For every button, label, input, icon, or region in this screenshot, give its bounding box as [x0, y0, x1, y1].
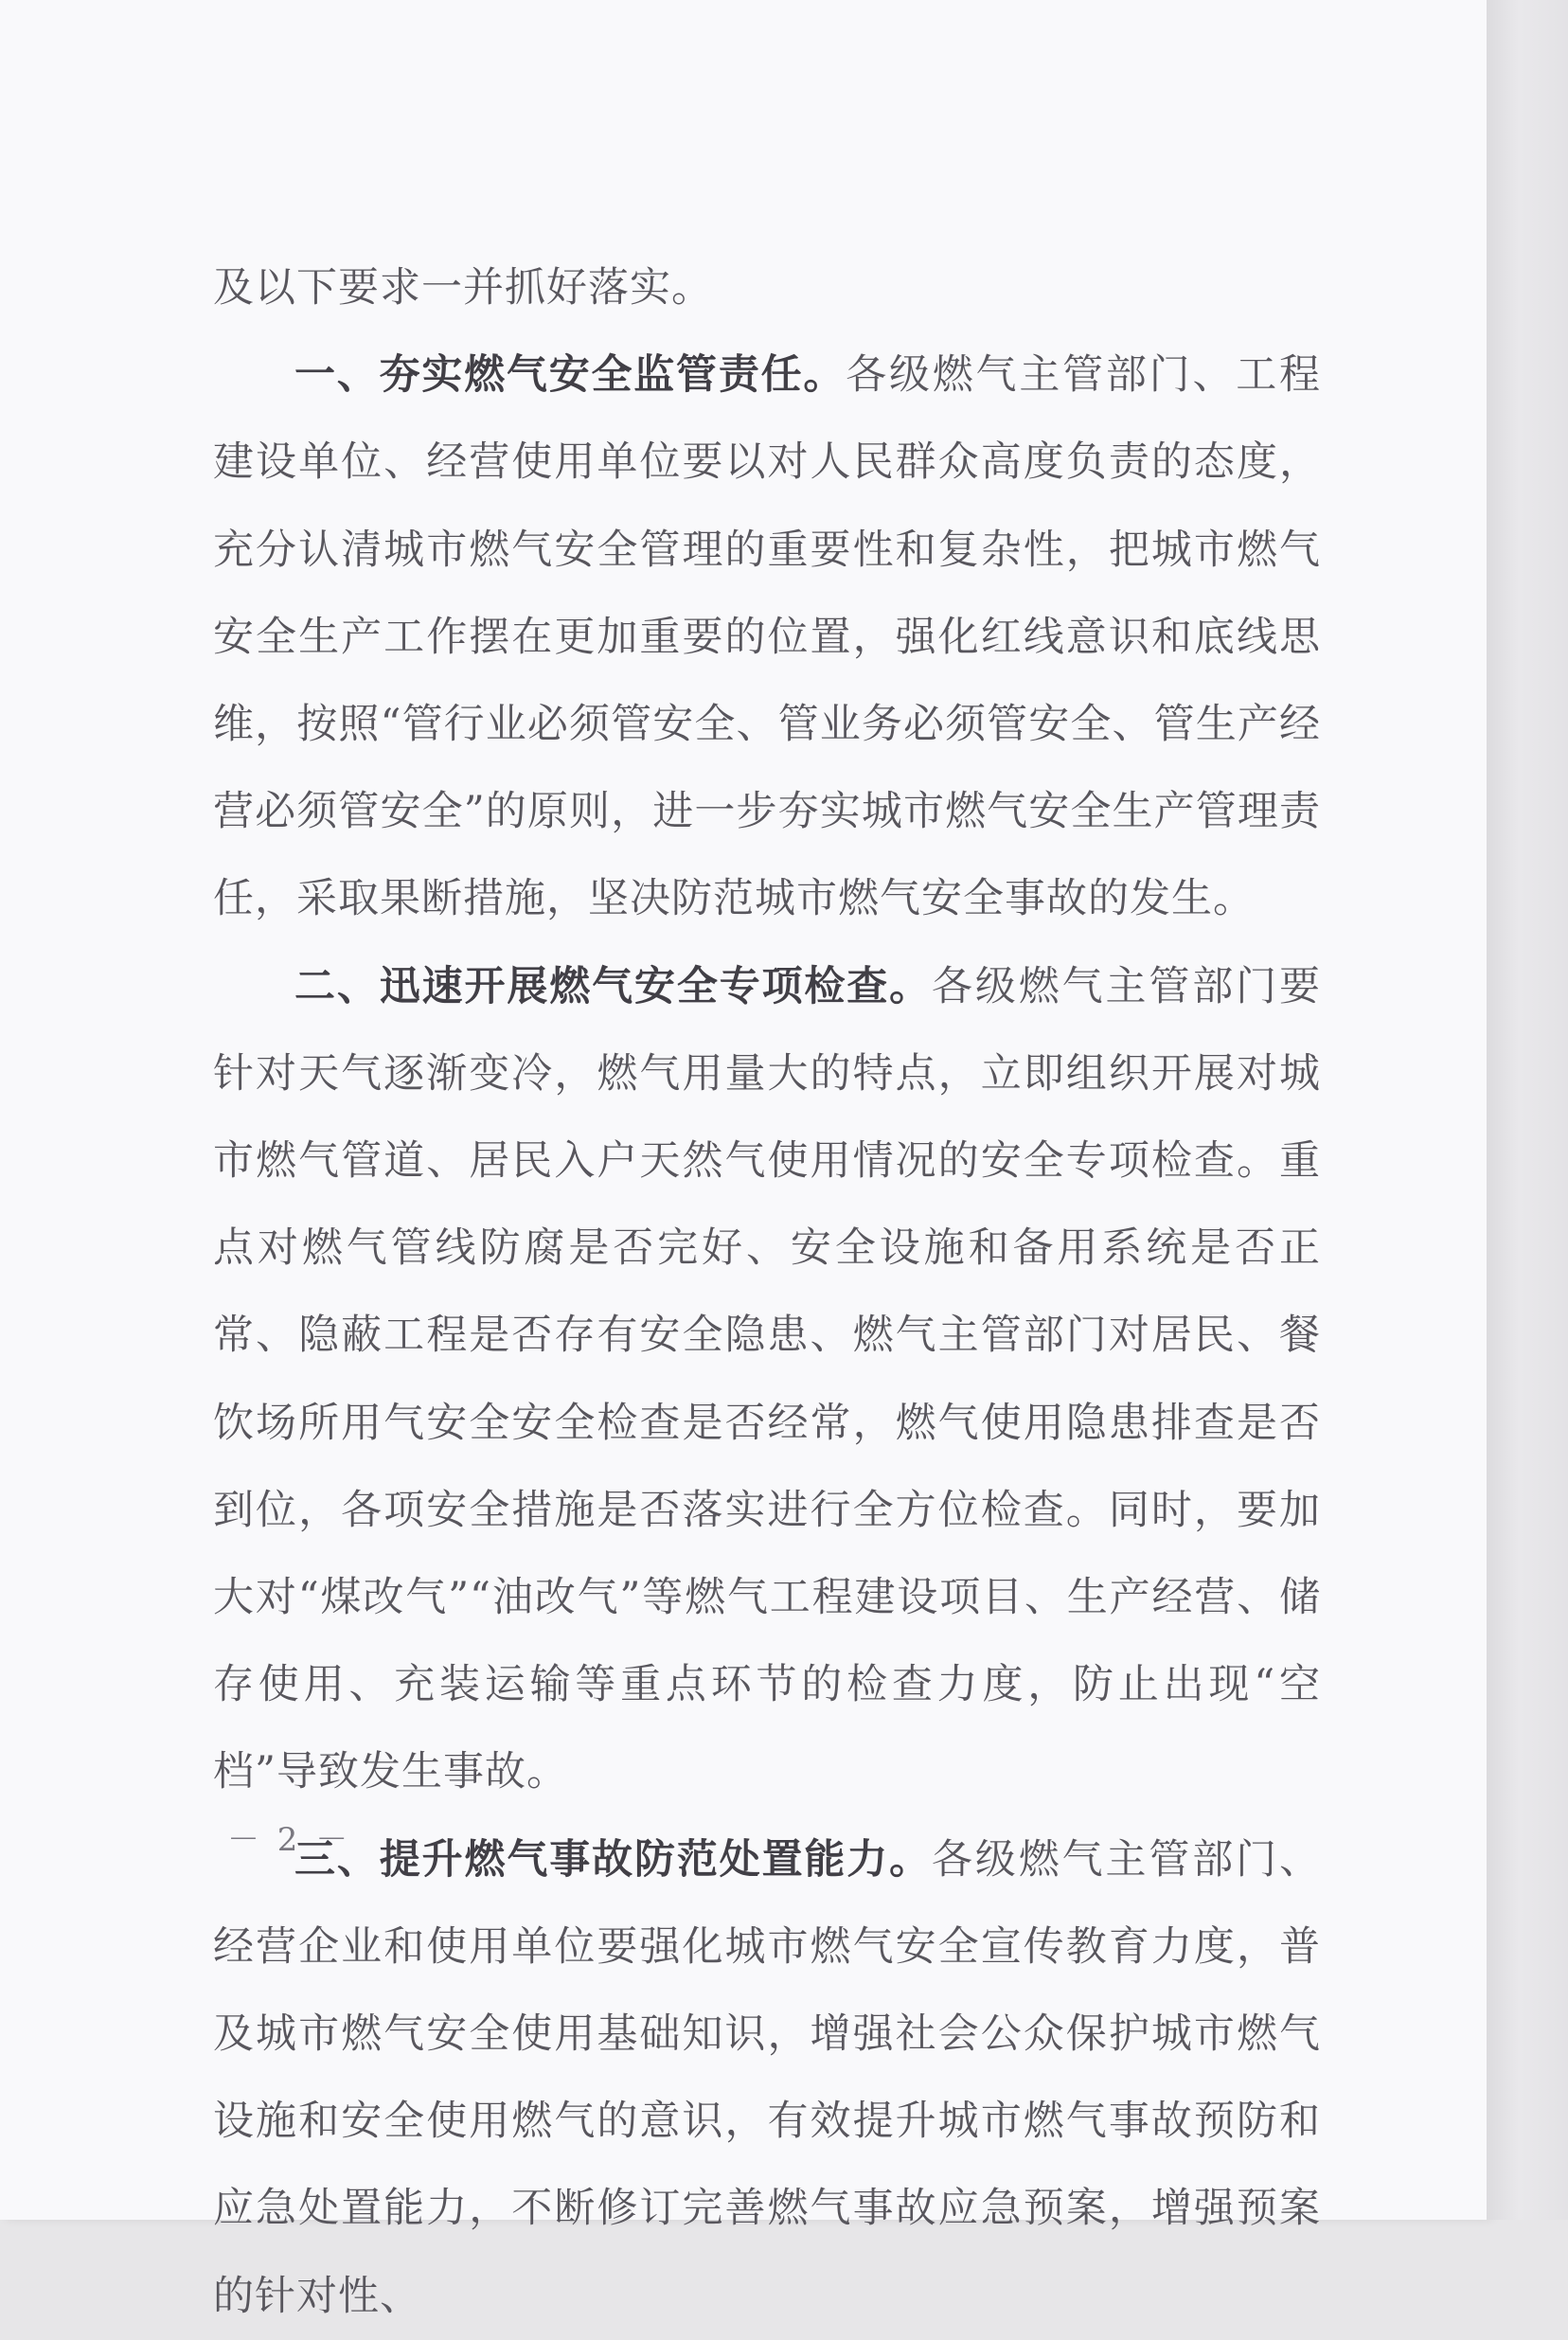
section-1-body: 各级燃气主管部门、工程建设单位、经营使用单位要以对人民群众高度负责的态度，充分认清城市燃气安全管理的重要性和复杂性，把城市燃气安全生产工作摆在更加重要的位置，强化红线意识和底线思维，按照“管行业必须管安全、管业务必须管安全、管生产经营必须管安全”的原则，进一步夯实城市燃气安全生产管理责任，采取果断措施，坚决防范城市燃气安全事故的发生。 [213, 351, 1322, 923]
page-number: － 2 － [227, 1821, 352, 1859]
section-3-body: 各级燃气主管部门、经营企业和使用单位要强化城市燃气安全宣传教育力度，普及城市燃气安全使用基础知识，增强社会公众保护城市燃气设施和安全使用燃气的意识，有效提升城市燃气事故预防和应急处置能力，不断修订完善燃气事故应急预案，增强预案的针对性、 [213, 1835, 1322, 2320]
document-body [213, 244, 1321, 2340]
section-3-paragraph [213, 1816, 1321, 2340]
continuation-text: 及以下要求一并抓好落实。 [213, 264, 713, 312]
section-2-heading: 二、迅速开展燃气安全专项检查。 [294, 962, 933, 1010]
section-3-heading: 三、提升燃气事故防范处置能力。 [294, 1835, 933, 1884]
scanner-background-edge [1487, 0, 1568, 2220]
section-2-body: 各级燃气主管部门要针对天气逐渐变冷，燃气用量大的特点，立即组织开展对城市燃气管道、居民入户天然气使用情况的安全专项检查。重点对燃气管线防腐是否完好、安全设施和备用系统是否正常、隐蔽工程是否存有安全隐患、燃气主管部门对居民、餐饮场所用气安全安全检查是否经常，燃气使用隐患排查是否到位，各项安全措施是否落实进行全方位检查。同时，要加大对“煤改气”“油改气”等燃气工程建设项目、生产经营、储存使用、充装运输等重点环节的检查力度，防止出现“空档”导致发生事故。 [213, 962, 1322, 1796]
continuation-paragraph [213, 244, 1321, 331]
section-2-paragraph [213, 943, 1321, 1816]
section-1-paragraph [213, 331, 1321, 942]
section-1-heading: 一、夯实燃气安全监管责任。 [294, 351, 846, 400]
